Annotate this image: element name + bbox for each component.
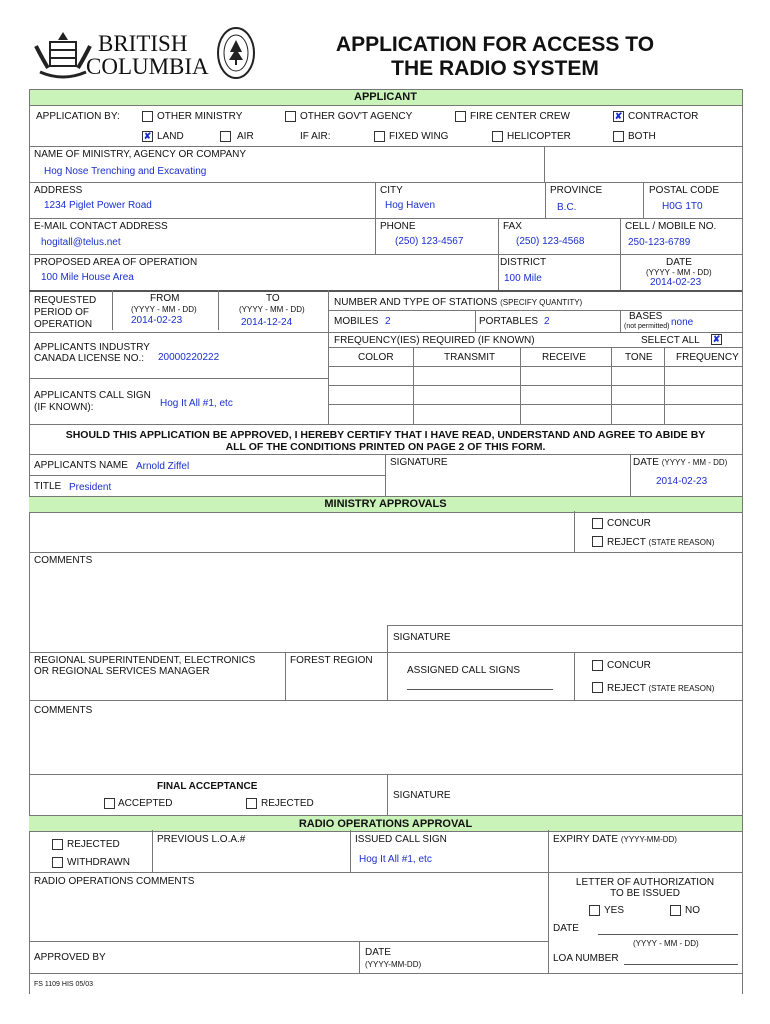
rops-withdrawn-checkbox[interactable]: [52, 857, 63, 868]
issued-call-sign-label: ISSUED CALL SIGN: [355, 834, 447, 845]
rule: [29, 146, 742, 147]
rule: [548, 830, 549, 872]
bc-logo-line1: BRITISH: [98, 31, 188, 56]
address-label: ADDRESS: [34, 185, 83, 196]
rops-rejected-label: REJECTED: [67, 839, 120, 850]
signature-label-1: SIGNATURE: [393, 632, 451, 643]
postal-code-field[interactable]: H0G 1T0: [662, 201, 703, 212]
rule: [29, 254, 742, 255]
superintendent-label-1: REGIONAL SUPERINTENDENT, ELECTRONICS: [34, 655, 256, 666]
signature-label: SIGNATURE: [390, 457, 448, 468]
city-label: CITY: [380, 185, 403, 196]
fire-center-checkbox[interactable]: [455, 111, 466, 122]
assigned-call-signs-label: ASSIGNED CALL SIGNS: [407, 665, 520, 676]
date-format: (YYYY - MM - DD): [646, 268, 712, 277]
date-field[interactable]: 2014-02-23: [650, 277, 702, 288]
license-field[interactable]: 20000220222: [158, 352, 220, 363]
helicopter-label: HELICOPTER: [507, 131, 571, 142]
rule: [544, 146, 545, 182]
callsign-label-1: APPLICANTS CALL SIGN: [34, 390, 151, 401]
rule: [620, 310, 621, 332]
air-checkbox[interactable]: [220, 131, 231, 142]
rule: [475, 310, 476, 332]
select-all-label: SELECT ALL: [641, 335, 700, 346]
rule: [328, 385, 742, 386]
other-ministry-label: OTHER MINISTRY: [157, 111, 243, 122]
previous-loa-label: PREVIOUS L.O.A.#: [157, 834, 246, 845]
rule: [29, 424, 742, 425]
rule: [29, 652, 742, 653]
area-label: PROPOSED AREA OF OPERATION: [34, 257, 198, 268]
approved-by-label: APPROVED BY: [34, 952, 106, 963]
rule: [328, 347, 742, 348]
phone-field[interactable]: (250) 123-4567: [395, 236, 464, 247]
province-field[interactable]: B.C.: [557, 202, 577, 213]
email-field[interactable]: hogitall@telus.net: [41, 237, 121, 248]
rule: [620, 254, 621, 290]
if-air-label: IF AIR:: [300, 131, 331, 142]
concur-label-1: CONCUR: [607, 518, 651, 529]
period-label-2: PERIOD OF: [34, 307, 90, 318]
loa-date-label: DATE: [553, 923, 579, 934]
district-label: DISTRICT: [500, 257, 547, 268]
rule: [387, 652, 388, 700]
issued-call-sign-field[interactable]: Hog It All #1, etc: [359, 854, 432, 865]
concur-checkbox-2[interactable]: [592, 660, 603, 671]
callsign-label-2: (IF KNOWN):: [34, 402, 94, 413]
radio-ops-comments-label: RADIO OPERATIONS COMMENTS: [34, 876, 195, 887]
loa-label-1: LETTER OF AUTHORIZATION: [575, 877, 715, 888]
rule: [29, 332, 742, 333]
mobiles-field[interactable]: 2: [385, 316, 391, 327]
land-label: LAND: [157, 131, 184, 142]
area-field[interactable]: 100 Mile House Area: [41, 272, 134, 283]
title-label: TITLE: [34, 481, 62, 492]
application-by-label: APPLICATION BY:: [36, 111, 120, 122]
accepted-label: ACCEPTED: [118, 798, 173, 809]
loa-label-2: TO BE ISSUED: [610, 888, 680, 899]
fax-field[interactable]: (250) 123-4568: [516, 236, 585, 247]
license-label-2: CANADA LICENSE NO.:: [34, 353, 145, 364]
to-label: TO: [266, 293, 280, 304]
loa-no-checkbox[interactable]: [670, 905, 681, 916]
concur-checkbox-1[interactable]: [592, 518, 603, 529]
license-label-1: APPLICANTS INDUSTRY: [34, 342, 150, 353]
ministry-name-label: NAME OF MINISTRY, AGENCY OR COMPANY: [34, 149, 247, 160]
other-govt-label: OTHER GOV'T AGENCY: [300, 111, 413, 122]
rejected-checkbox[interactable]: [246, 798, 257, 809]
bases-label: BASES: [629, 311, 663, 322]
rule: [29, 182, 742, 183]
fixed-wing-checkbox[interactable]: [374, 131, 385, 142]
rule: [328, 404, 742, 405]
loa-no-label: NO: [685, 905, 700, 916]
rule: [29, 700, 742, 701]
bc-crest-logo: [32, 28, 94, 82]
loa-date-line[interactable]: [598, 934, 738, 935]
expiry-date-label: EXPIRY DATE (YYYY-MM-DD): [553, 834, 677, 845]
rule: [328, 310, 742, 311]
radio-ops-header: RADIO OPERATIONS APPROVAL: [298, 818, 473, 830]
approved-date-label: DATE: [365, 947, 391, 958]
bases-field[interactable]: none: [671, 317, 694, 328]
phone-label: PHONE: [380, 221, 416, 232]
rule: [29, 774, 742, 775]
col-frequency: FREQUENCY: [676, 352, 739, 363]
rule: [29, 552, 742, 553]
rule: [29, 872, 742, 873]
period-label-3: OPERATION: [34, 319, 93, 330]
mobiles-label: MOBILES: [334, 316, 379, 327]
comments-label-1: COMMENTS: [34, 555, 93, 566]
superintendent-label-2: OR REGIONAL SERVICES MANAGER: [34, 666, 210, 677]
other-ministry-checkbox[interactable]: [142, 111, 153, 122]
rule: [350, 830, 351, 872]
frame-right: [742, 89, 743, 994]
fax-label: FAX: [503, 221, 522, 232]
city-field[interactable]: Hog Haven: [385, 200, 436, 211]
form-number: FS 1109 HIS 05/03: [34, 981, 94, 988]
to-date-field[interactable]: 2014-12-24: [241, 317, 293, 328]
rule: [152, 830, 153, 872]
loa-date-format: (YYYY - MM - DD): [633, 939, 699, 948]
forest-region-label: FOREST REGION: [290, 655, 373, 666]
fire-center-label: FIRE CENTER CREW: [470, 111, 570, 122]
loa-number-label: LOA NUMBER: [553, 953, 619, 964]
from-date-field[interactable]: 2014-02-23: [131, 315, 183, 326]
rule: [29, 475, 385, 476]
rule: [387, 774, 388, 815]
concur-label-2: CONCUR: [607, 660, 651, 671]
rule: [387, 625, 742, 626]
approved-date-format: (YYYY-MM-DD): [365, 960, 422, 969]
contractor-checkbox[interactable]: ✘: [614, 111, 623, 121]
rule: [112, 290, 113, 330]
rule: [545, 182, 546, 218]
helicopter-checkbox[interactable]: [492, 131, 503, 142]
accepted-checkbox[interactable]: [104, 798, 115, 809]
ministry-name-field[interactable]: Hog Nose Trenching and Excavating: [44, 166, 207, 177]
rops-withdrawn-label: WITHDRAWN: [67, 857, 130, 868]
from-label: FROM: [150, 293, 180, 304]
reject-label-1: REJECT (STATE REASON): [607, 537, 715, 548]
rule: [620, 218, 621, 254]
rule: [387, 625, 388, 652]
assigned-call-signs-line[interactable]: [407, 689, 553, 690]
to-format: (YYYY - MM - DD): [239, 305, 305, 314]
loa-number-line[interactable]: [624, 964, 738, 965]
province-label: PROVINCE: [550, 185, 603, 196]
rule: [29, 218, 742, 219]
callsign-field[interactable]: Hog It All #1, etc: [160, 398, 233, 409]
other-govt-checkbox[interactable]: [285, 111, 296, 122]
bases-note: (not permitted): [624, 323, 670, 330]
period-label-1: REQUESTED: [34, 295, 97, 306]
reject-checkbox-1[interactable]: [592, 536, 603, 547]
stations-label: NUMBER AND TYPE OF STATIONS (SPECIFY QUANTITY): [334, 297, 583, 308]
reject-checkbox-2[interactable]: [592, 682, 603, 693]
col-receive: RECEIVE: [542, 352, 586, 363]
rule: [574, 511, 575, 552]
signature-label-2: SIGNATURE: [393, 790, 451, 801]
rule: [574, 652, 575, 700]
postal-code-label: POSTAL CODE: [649, 185, 720, 196]
rule: [630, 454, 631, 496]
cert-date-label: DATE (YYYY - MM - DD): [633, 457, 728, 468]
cert-date-field[interactable]: 2014-02-23: [656, 476, 708, 487]
applicant-header: APPLICANT: [354, 91, 417, 103]
rops-rejected-checkbox[interactable]: [52, 839, 63, 850]
cell-field[interactable]: 250-123-6789: [628, 237, 691, 248]
title-field[interactable]: President: [69, 482, 112, 493]
both-label: BOTH: [628, 131, 656, 142]
col-color: COLOR: [358, 352, 394, 363]
frame-left: [29, 89, 30, 994]
rule: [29, 941, 548, 942]
cell-label: CELL / MOBILE NO.: [625, 221, 717, 232]
date-label: DATE: [666, 257, 692, 268]
col-transmit: TRANSMIT: [444, 352, 496, 363]
both-checkbox[interactable]: [613, 131, 624, 142]
form-title-line1: APPLICATION FOR ACCESS TO: [335, 33, 655, 56]
certify-line1: SHOULD THIS APPLICATION BE APPROVED, I HEREBY CERTIFY THAT I HAVE READ, UNDERSTAND AND AGREE TO ABIDE BY: [65, 429, 706, 441]
rule: [29, 973, 742, 974]
portables-field[interactable]: 2: [544, 316, 550, 327]
ministry-header: MINISTRY APPROVALS: [324, 498, 447, 510]
rule: [29, 290, 742, 292]
air-label: AIR: [237, 131, 254, 142]
bc-logo-line2: COLUMBIA: [86, 54, 209, 79]
rule: [643, 182, 644, 218]
applicant-name-field[interactable]: Arnold Ziffel: [136, 461, 190, 472]
address-field[interactable]: 1234 Piglet Power Road: [44, 200, 152, 211]
select-all-checkbox[interactable]: ✘: [712, 334, 721, 344]
email-label: E-MAIL CONTACT ADDRESS: [34, 221, 168, 232]
rejected-label: REJECTED: [261, 798, 314, 809]
land-checkbox[interactable]: ✘: [143, 131, 152, 141]
applicant-name-label: APPLICANTS NAME: [34, 460, 128, 471]
col-tone: TONE: [625, 352, 653, 363]
rule: [285, 652, 286, 700]
portables-label: PORTABLES: [479, 316, 539, 327]
contractor-label: CONTRACTOR: [628, 111, 699, 122]
rule: [29, 378, 328, 379]
certify-line2: ALL OF THE CONDITIONS PRINTED ON PAGE 2 OF THIS FORM.: [225, 441, 546, 453]
from-format: (YYYY - MM - DD): [131, 305, 197, 314]
form-title-line2: THE RADIO SYSTEM: [391, 57, 599, 80]
comments-label-2: COMMENTS: [34, 705, 93, 716]
loa-yes-checkbox[interactable]: [589, 905, 600, 916]
fixed-wing-label: FIXED WING: [389, 131, 449, 142]
rule: [328, 366, 742, 367]
frequency-label: FREQUENCY(IES) REQUIRED (IF KNOWN): [334, 335, 535, 346]
district-field[interactable]: 100 Mile: [504, 273, 542, 284]
loa-yes-label: YES: [604, 905, 625, 916]
rule: [359, 941, 360, 973]
forest-service-seal: [216, 26, 256, 80]
reject-label-2: REJECT (STATE REASON): [607, 683, 715, 694]
rule: [385, 454, 386, 496]
rule: [218, 290, 219, 330]
final-acceptance-label: FINAL ACCEPTANCE: [157, 781, 258, 792]
